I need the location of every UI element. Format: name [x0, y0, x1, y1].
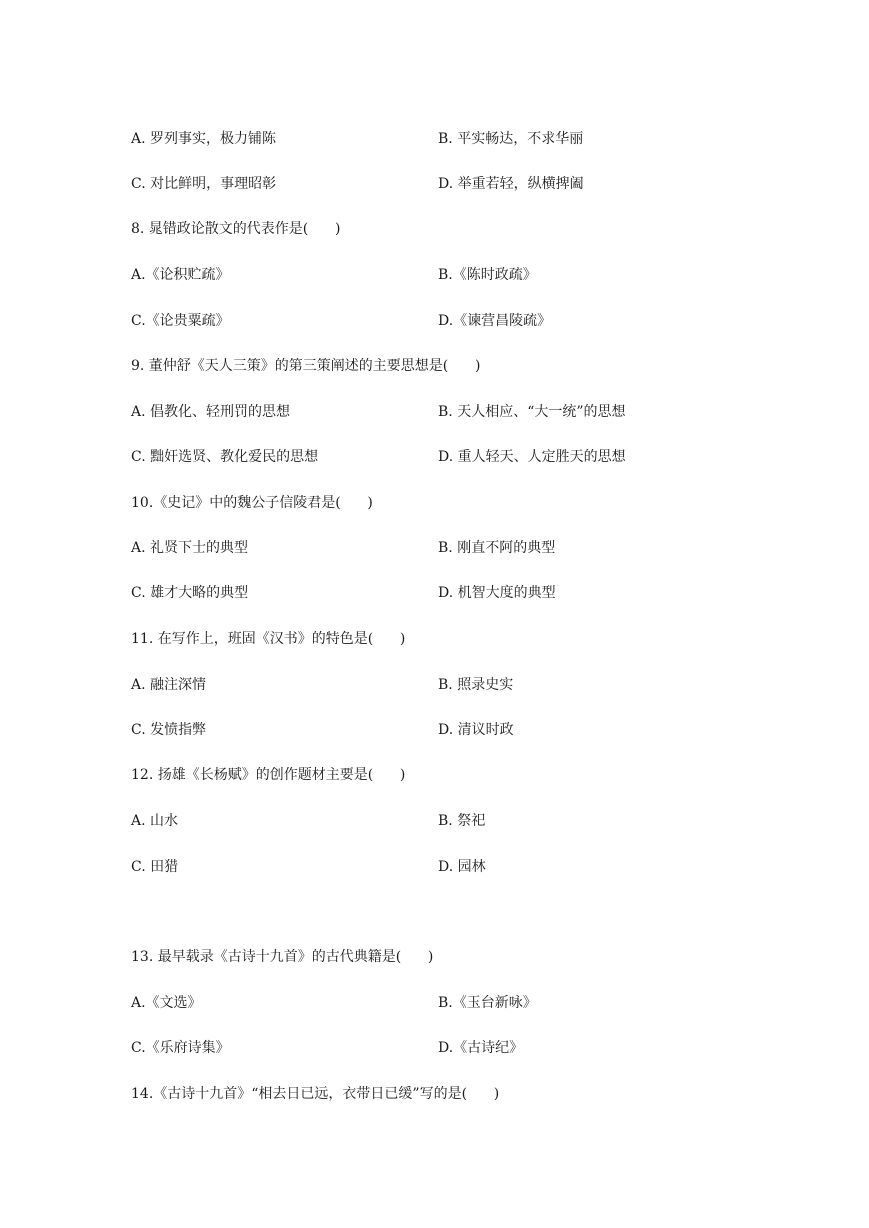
q11-option-c: C. 发愤指弊 — [131, 722, 207, 738]
q11-stem: 11. 在写作上，班固《汉书》的特色是( ) — [131, 631, 406, 647]
q14-stem: 14.《古诗十九首》“相去日已远，衣带日已缓”写的是( ) — [131, 1086, 500, 1102]
q13-option-b: B.《玉台新咏》 — [438, 995, 537, 1011]
q11-option-a: A. 融注深情 — [131, 677, 207, 693]
q9-option-b: B. 天人相应、“大一统”的思想 — [438, 404, 626, 420]
q8-stem: 8. 晁错政论散文的代表作是( ) — [131, 221, 341, 237]
q13-option-a: A.《文选》 — [131, 995, 202, 1011]
q9-option-d: D. 重人轻天、人定胜天的思想 — [438, 449, 626, 465]
q8-option-b: B.《陈时政疏》 — [438, 267, 537, 283]
q10-option-c: C. 雄才大略的典型 — [131, 585, 249, 601]
q10-option-d: D. 机智大度的典型 — [438, 585, 556, 601]
q13-option-c: C.《乐府诗集》 — [131, 1040, 230, 1056]
q8-option-a: A.《论积贮疏》 — [131, 267, 230, 283]
q7-option-c: C. 对比鲜明，事理昭彰 — [131, 176, 277, 192]
q13-stem: 13. 最早载录《古诗十九首》的古代典籍是( ) — [131, 949, 434, 965]
q9-option-a: A. 倡教化、轻刑罚的思想 — [131, 404, 291, 420]
q12-option-d: D. 园林 — [438, 859, 486, 875]
q8-option-d: D.《谏营昌陵疏》 — [438, 313, 552, 329]
q12-option-a: A. 山水 — [131, 813, 179, 829]
q12-stem: 12. 扬雄《长杨赋》的创作题材主要是( ) — [131, 767, 406, 783]
q12-option-b: B. 祭祀 — [438, 813, 486, 829]
q13-option-d: D.《古诗纪》 — [438, 1040, 524, 1056]
q10-stem: 10.《史记》中的魏公子信陵君是( ) — [131, 495, 373, 511]
q7-option-b: B. 平实畅达，不求华丽 — [438, 131, 584, 147]
q9-option-c: C. 黜奸选贤、教化爱民的思想 — [131, 449, 319, 465]
q9-stem: 9. 董仲舒《天人三策》的第三策阐述的主要思想是( ) — [131, 358, 481, 374]
q11-option-b: B. 照录史实 — [438, 677, 514, 693]
q7-option-d: D. 举重若轻，纵横捭阖 — [438, 176, 584, 192]
q10-option-b: B. 刚直不阿的典型 — [438, 540, 556, 556]
q11-option-d: D. 清议时政 — [438, 722, 514, 738]
q7-option-a: A. 罗列事实，极力铺陈 — [131, 131, 277, 147]
q10-option-a: A. 礼贤下士的典型 — [131, 540, 249, 556]
q12-option-c: C. 田猎 — [131, 859, 179, 875]
q8-option-c: C.《论贵粟疏》 — [131, 313, 230, 329]
